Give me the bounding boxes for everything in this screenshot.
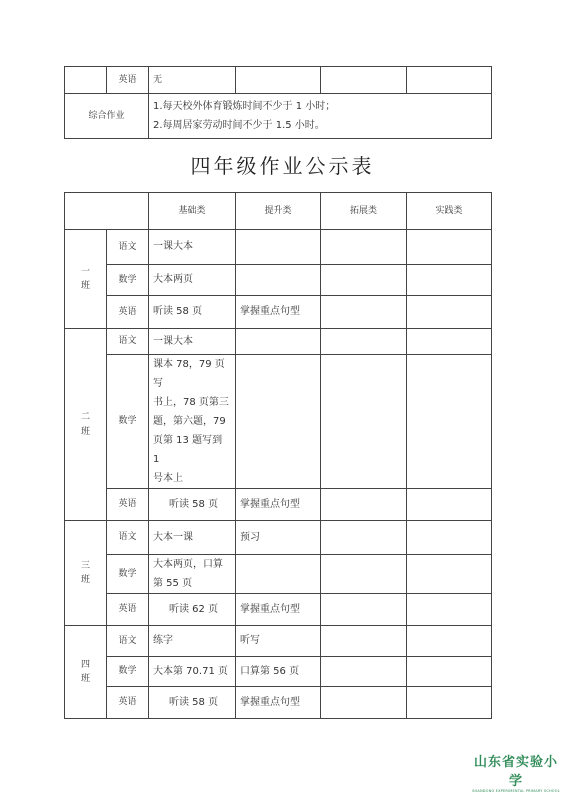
table-row	[65, 329, 492, 355]
logo-subtitle: SHANDONG EXPERIMENTAL PRIMARY SCHOOL	[472, 789, 560, 793]
basic-cell: 大本一课	[149, 521, 236, 555]
table-row	[65, 521, 492, 555]
comprehensive-label: 综合作业	[65, 94, 149, 139]
class-name-bottom: 班	[80, 426, 90, 437]
basic-line: 题，第六题，79	[153, 416, 226, 427]
subject-cell: 语文	[107, 626, 149, 657]
table-row	[65, 355, 492, 489]
practice-cell	[407, 265, 492, 296]
comprehensive-content	[149, 94, 492, 139]
class-name-top: 三	[80, 560, 90, 571]
table-row	[65, 555, 492, 594]
subject-cell: 语文	[107, 230, 149, 265]
basic-cell: 一课大本	[149, 329, 236, 355]
expand-cell	[321, 594, 407, 626]
school-logo	[470, 751, 562, 793]
practice-cell	[407, 555, 492, 594]
class-name-top: 一	[80, 266, 90, 277]
homework-table	[64, 192, 492, 719]
subject-cell: 英语	[107, 489, 149, 521]
header-basic: 基础类	[149, 193, 236, 230]
class-name-top: 四	[80, 659, 90, 670]
comprehensive-line-2: 2.每周居家劳动时间不少于 1.5 小时。	[153, 120, 325, 131]
subject-cell: 数学	[107, 555, 149, 594]
header-blank	[65, 193, 149, 230]
subject-cell: 语文	[107, 329, 149, 355]
table-row	[65, 296, 492, 329]
class-name-cell	[65, 521, 107, 626]
expand-cell	[321, 329, 407, 355]
improve-cell	[236, 355, 321, 489]
basic-line: 书上，78 页第三	[153, 397, 229, 408]
basic-cell	[149, 355, 236, 489]
practice-cell	[407, 626, 492, 657]
practice-cell	[407, 355, 492, 489]
table-row	[65, 594, 492, 626]
class-name-cell	[65, 230, 107, 329]
expand-cell	[321, 355, 407, 489]
practice-cell	[407, 230, 492, 265]
expand-cell	[321, 657, 407, 687]
logo-name: 山东省实验小学	[473, 755, 558, 789]
basic-cell: 练字	[149, 626, 236, 657]
table-body	[65, 230, 492, 719]
improve-cell: 听写	[236, 626, 321, 657]
basic-line: 课本 78，79 页写	[153, 359, 225, 389]
basic-line: 大本两页，口算	[153, 559, 223, 570]
table-row	[65, 657, 492, 687]
subject-cell: 语文	[107, 521, 149, 555]
table-row	[65, 626, 492, 657]
english-value: 无	[149, 67, 236, 94]
improve-cell: 预习	[236, 521, 321, 555]
class-name-bottom: 班	[80, 281, 90, 291]
practice-cell	[407, 594, 492, 626]
expand-cell	[321, 687, 407, 719]
basic-cell: 听读 58 页	[149, 687, 236, 719]
practice-cell	[407, 657, 492, 687]
header-practice: 实践类	[407, 193, 492, 230]
improve-cell: 掌握重点句型	[236, 296, 321, 329]
improve-cell: 口算第 56 页	[236, 657, 321, 687]
subject-cell: 英语	[107, 594, 149, 626]
improve-cell	[236, 230, 321, 265]
practice-cell	[407, 687, 492, 719]
english-label: 英语	[107, 67, 149, 94]
basic-cell: 听读 58 页	[149, 296, 236, 329]
practice-cell	[407, 296, 492, 329]
basic-line: 页第 13 题写到 1	[153, 435, 223, 465]
expand-cell	[321, 626, 407, 657]
table-row	[65, 489, 492, 521]
practice-cell	[407, 489, 492, 521]
basic-cell: 大本第 70.71 页	[149, 657, 236, 687]
basic-cell: 听读 62 页	[149, 594, 236, 626]
basic-cell: 听读 58 页	[149, 489, 236, 521]
practice-cell	[407, 521, 492, 555]
table-row	[65, 265, 492, 296]
page-title: 四年级作业公示表	[190, 154, 375, 178]
subject-cell: 数学	[107, 355, 149, 489]
expand-cell	[321, 265, 407, 296]
expand-cell	[321, 555, 407, 594]
practice-cell	[407, 329, 492, 355]
expand-cell	[321, 521, 407, 555]
subject-cell: 数学	[107, 265, 149, 296]
basic-line: 第 55 页	[153, 578, 193, 589]
class-name-top: 二	[80, 412, 90, 423]
table-row	[65, 230, 492, 265]
class-name-cell	[65, 626, 107, 719]
expand-cell	[321, 296, 407, 329]
improve-cell	[236, 329, 321, 355]
class-name-bottom: 班	[80, 674, 90, 684]
blank-cell	[65, 67, 107, 94]
improve-cell: 掌握重点句型	[236, 489, 321, 521]
basic-cell: 大本两页	[149, 265, 236, 296]
subject-cell: 英语	[107, 296, 149, 329]
class-name-cell	[65, 329, 107, 521]
improve-cell	[236, 265, 321, 296]
basic-line: 号本上	[153, 473, 183, 484]
class-name-bottom: 班	[80, 575, 90, 585]
comprehensive-line-1: 1.每天校外体育锻炼时间不少于 1 小时；	[153, 101, 336, 112]
top-table	[64, 66, 492, 139]
basic-cell	[149, 555, 236, 594]
improve-cell: 掌握重点句型	[236, 687, 321, 719]
expand-cell	[321, 230, 407, 265]
subject-cell: 数学	[107, 657, 149, 687]
improve-cell: 掌握重点句型	[236, 594, 321, 626]
header-improve: 提升类	[236, 193, 321, 230]
improve-cell	[236, 555, 321, 594]
table-row	[65, 687, 492, 719]
header-expand: 拓展类	[321, 193, 407, 230]
basic-cell: 一课大本	[149, 230, 236, 265]
expand-cell	[321, 489, 407, 521]
subject-cell: 英语	[107, 687, 149, 719]
